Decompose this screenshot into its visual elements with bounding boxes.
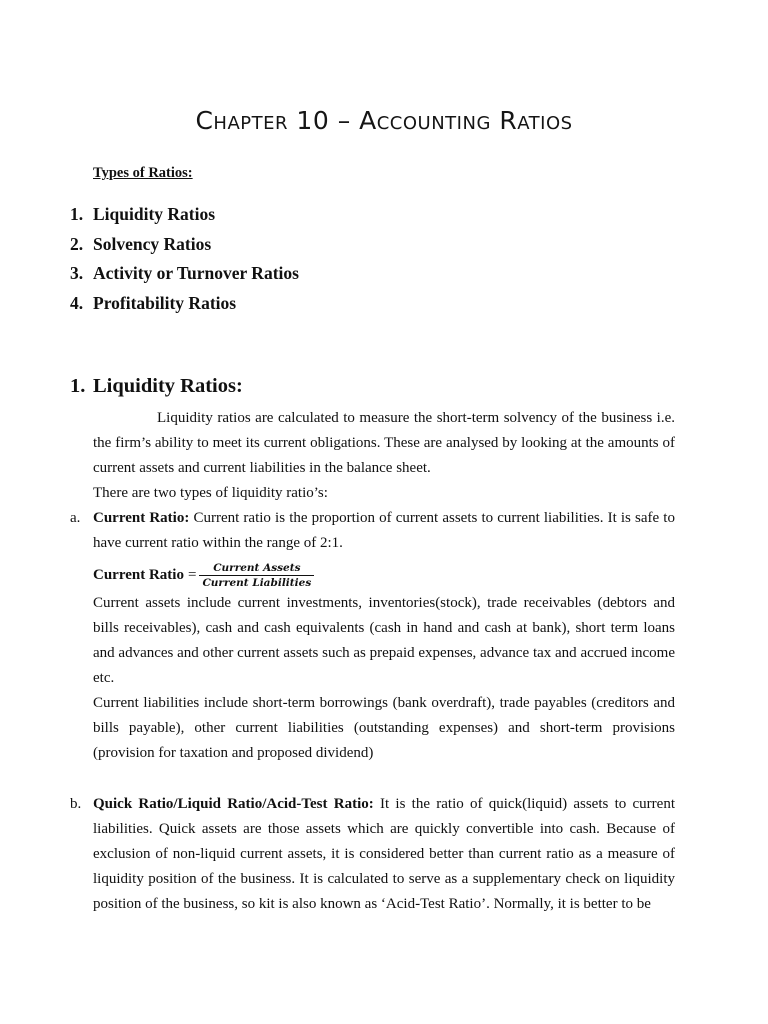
list-item-number: 4.	[70, 292, 84, 313]
section-number: 1.	[70, 375, 86, 397]
formula-equals: =	[187, 566, 197, 583]
list-item	[70, 202, 299, 232]
list-item-number: 1.	[70, 204, 84, 224]
quick-ratio-definition: It is the ratio of quick(liquid) assets to current liabilities. Quick assets are those assets which are quickly convertible into cash. Because of exclusion of non-liquid current assets, it is considered better than current ratio as a measure of liquidity position of the business. It is calculated to serve as a supplementary check on liquidity position of the business, so kit is also known as ‘Acid-Test Ratio’. Normally, it is better to be	[93, 796, 675, 912]
current-liabilities-paragraph: Current liabilities include short-term borrowings (bank overdraft), trade payables (creditors and bills payable), other current liabilities (outstanding expenses) and short-term provisions (provision for taxation and proposed dividend)	[93, 695, 675, 761]
list-item-number: 2.	[70, 233, 84, 254]
fraction-bar	[199, 575, 314, 576]
types-heading: Types of Ratios:	[93, 165, 193, 181]
current-ratio-term: Current Ratio:	[93, 510, 190, 526]
section-heading	[70, 375, 243, 398]
list-item	[70, 291, 299, 321]
list-item-label: Activity or Turnover Ratios	[93, 263, 299, 283]
liquidity-intro-paragraph: Liquidity ratios are calculated to measure the short-term solvency of the business i.e. the firm’s ability to meet its current obligations. These are analysed by looking at the amounts of current assets and current liabilities in the balance sheet.	[93, 410, 675, 476]
formula-label: Current Ratio	[93, 566, 184, 583]
chapter-title: Chapter 10 – Accounting Ratios	[195, 106, 573, 135]
current-ratio-formula	[93, 561, 314, 589]
formula-denominator: Current Liabilities	[202, 576, 312, 589]
liquidity-types-line: There are two types of liquidity ratio’s:	[93, 485, 328, 501]
list-item	[70, 232, 299, 262]
section-title: Liquidity Ratios:	[93, 375, 243, 397]
formula-fraction	[199, 562, 314, 589]
list-item-label: Liquidity Ratios	[93, 204, 216, 224]
quick-ratio-paragraph	[93, 792, 675, 917]
current-assets-paragraph: Current assets include current investments, inventories(stock), trade receivables (debtors and bills receivables), cash and cash equivalents (cash in hand and cash at bank), short term loans and advances and other current assets such as prepaid expenses, advance tax and accrued income etc.	[93, 595, 675, 686]
formula-numerator: Current Assets	[213, 561, 301, 574]
quick-ratio-term: Quick Ratio/Liquid Ratio/Acid-Test Ratio:	[93, 796, 374, 812]
current-ratio-marker: a.	[70, 510, 81, 526]
current-ratio-definition: Current ratio is the proportion of current assets to current liabilities. It is safe to have current ratio within the range of 2:1.	[93, 510, 675, 551]
quick-ratio-marker: b.	[70, 796, 82, 812]
list-item-number: 3.	[70, 263, 84, 283]
current-ratio-paragraph	[93, 506, 675, 556]
list-item-label: Solvency Ratios	[93, 233, 212, 254]
list-item	[70, 261, 299, 291]
list-item-label: Profitability Ratios	[93, 292, 237, 313]
types-list	[70, 202, 299, 320]
